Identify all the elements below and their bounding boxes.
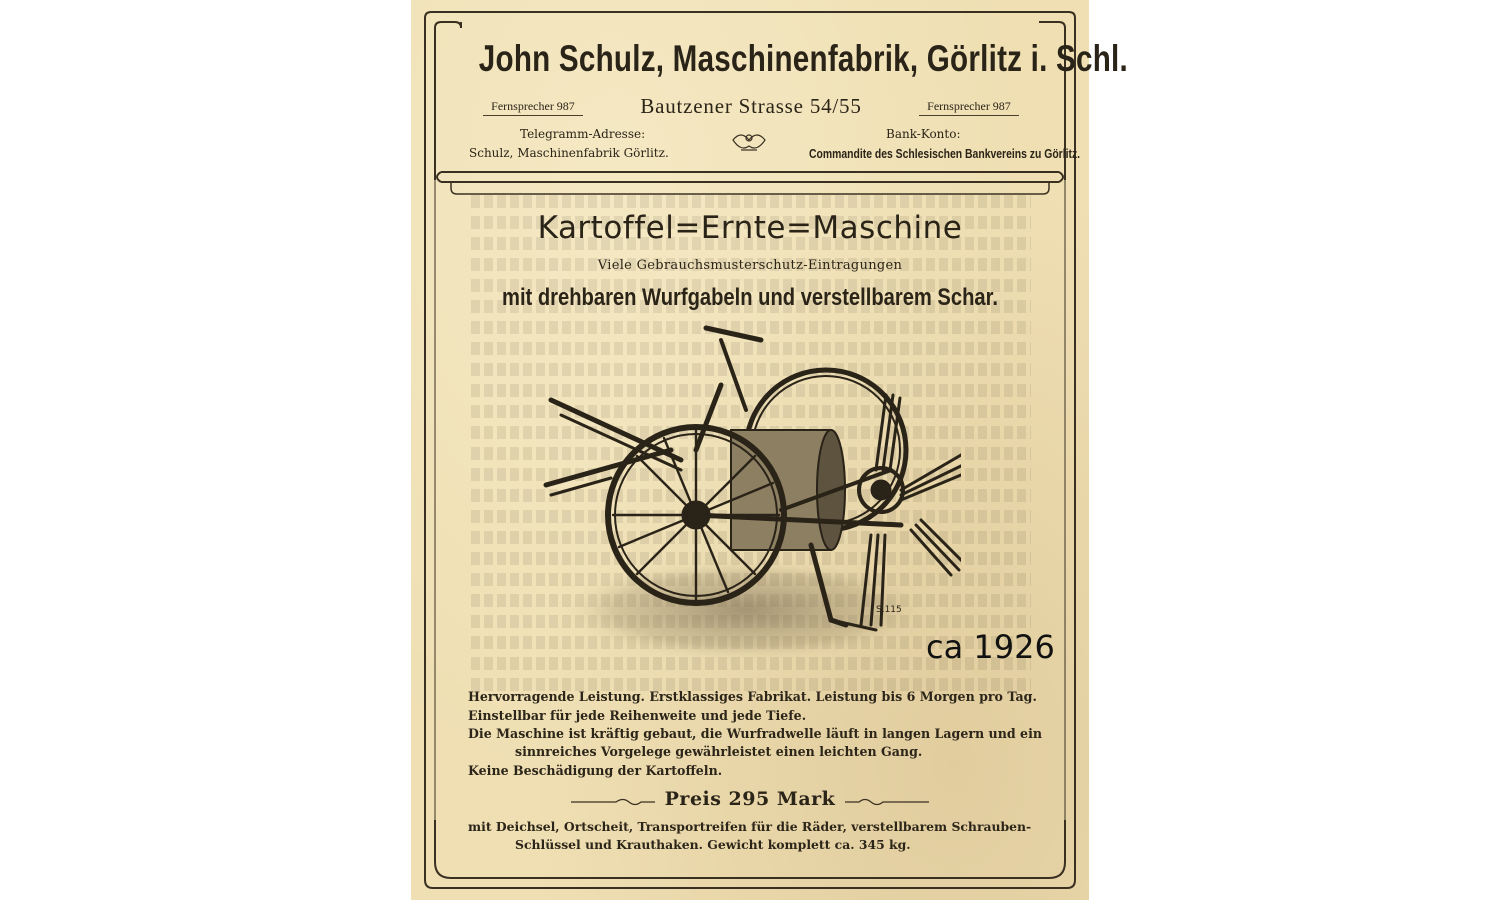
date-annotation: ca 1926 [926,628,1055,666]
body-line: Hervorragende Leistung. Erstklassiges Fabrikat. Leistung bis 6 Morgen pro Tag. [468,689,1037,704]
subtitle: Viele Gebrauchsmusterschutz-Eintragungen [597,258,903,273]
street-address: Bautzener Strasse 54/55 [640,94,862,118]
tagline: mit drehbaren Wurfgabeln und verstellbarem Schar. [502,284,998,311]
page-title: Kartoffel=Ernte=Maschine [537,210,963,246]
telegram-address: Schulz, Maschinenfabrik Görlitz. [469,146,669,160]
price: Preis 295 Mark [664,788,836,810]
telegram-label: Telegramm-Adresse: [520,127,646,141]
accessories-line: mit Deichsel, Ortscheit, Transportreifen für die Räder, verstellbarem Schrauben- [468,819,1032,834]
potato-harvester-illustration [531,320,961,670]
accessories-line: Schlüssel und Krauthaken. Gewicht komplett ca. 345 kg. [515,837,911,852]
body-line: Einstellbar für jede Reihenweite und jede Tiefe. [468,708,807,723]
emblem-icon [733,135,765,150]
phone-left: Fernsprecher 987 [483,99,583,116]
body-line: Keine Beschädigung der Kartoffeln. [468,763,723,778]
bank-name: Commandite des Schlesischen Bankvereins zu Görlitz. [809,146,1081,161]
body-line: Die Maschine ist kräftig gebaut, die Wurfradwelle läuft in langen Lagern und ein [468,726,1043,741]
company-name: John Schulz, Maschinenfabrik, Görlitz i. Schl. [478,38,1128,79]
body-line: sinnreiches Vorgelege gewährleistet einen leichten Gang. [515,744,923,759]
illustration-label: S.115 [876,605,902,615]
phone-right: Fernsprecher 987 [919,99,1019,116]
catalog-page [411,0,1128,900]
bank-label: Bank-Konto: [886,127,961,141]
